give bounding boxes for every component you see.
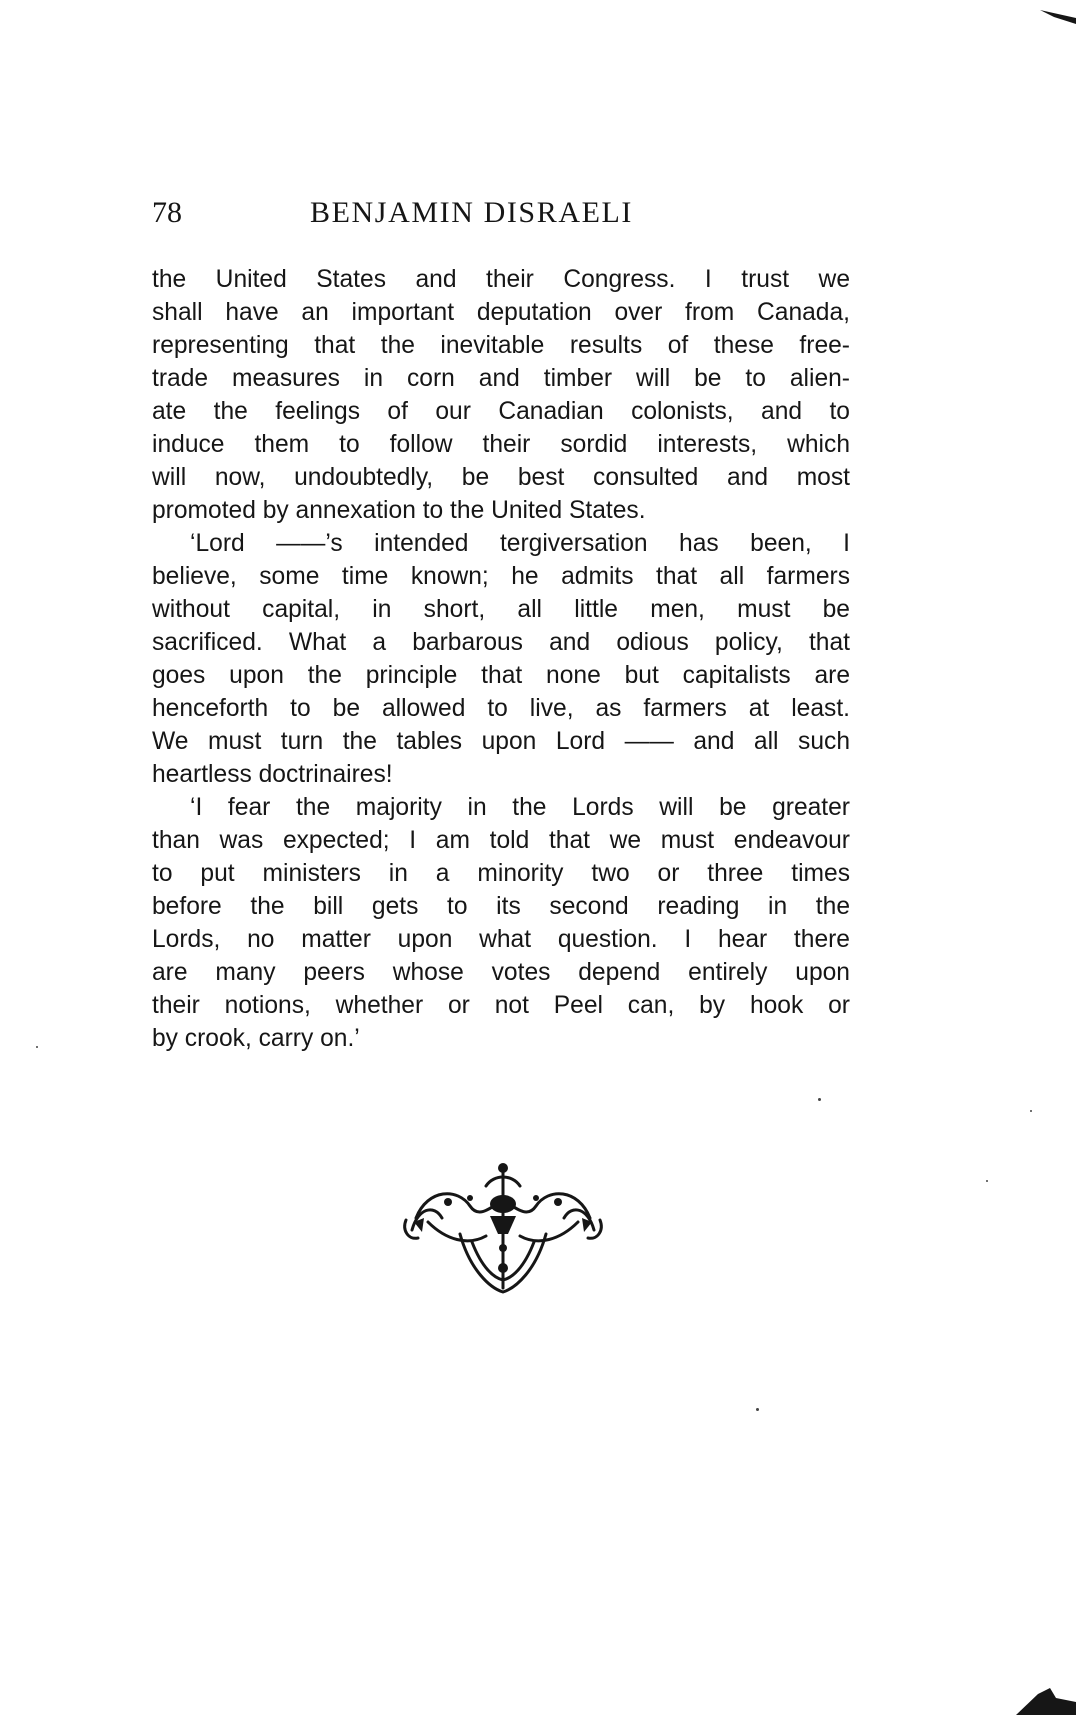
text-line: henceforth to be allowed to live, as farmers at least. bbox=[152, 695, 850, 722]
page-number: 78 bbox=[152, 196, 182, 229]
text-line: to put ministers in a minority two or three times bbox=[152, 860, 850, 887]
print-speck bbox=[756, 1408, 759, 1411]
text-line: shall have an important deputation over from Canada, bbox=[152, 299, 850, 326]
text-line: are many peers whose votes depend entirely upon bbox=[152, 959, 850, 986]
text-line: ‘I fear the majority in the Lords will be greater bbox=[190, 794, 850, 821]
print-speck bbox=[818, 1098, 821, 1101]
text-line: without capital, in short, all little men, must be bbox=[152, 596, 850, 623]
print-speck bbox=[986, 1180, 988, 1182]
text-line: the United States and their Congress. I trust we bbox=[152, 266, 850, 293]
page-header bbox=[152, 196, 852, 240]
body-text bbox=[152, 263, 850, 1055]
text-line: by crook, carry on.’ bbox=[152, 1025, 360, 1052]
text-line: heartless doctrinaires! bbox=[152, 761, 393, 788]
text-line: before the bill gets to its second reading in the bbox=[152, 893, 850, 920]
page-corner-mark-icon bbox=[1016, 1688, 1076, 1715]
print-speck bbox=[36, 1046, 38, 1048]
text-line: ‘Lord ——’s intended tergiversation has been, I bbox=[190, 530, 850, 557]
ornament-icon bbox=[398, 1160, 608, 1295]
text-line: sacrificed. What a barbarous and odious policy, that bbox=[152, 629, 850, 656]
text-line: their notions, whether or not Peel can, by hook or bbox=[152, 992, 850, 1019]
text-line: believe, some time known; he admits that all farmers bbox=[152, 563, 850, 590]
text-line: trade measures in corn and timber will be to alien- bbox=[152, 365, 850, 392]
text-line: We must turn the tables upon Lord —— and all such bbox=[152, 728, 850, 755]
text-line: promoted by annexation to the United States. bbox=[152, 497, 646, 524]
text-line: ate the feelings of our Canadian colonists, and to bbox=[152, 398, 850, 425]
text-line: representing that the inevitable results of these free- bbox=[152, 332, 850, 359]
text-line: Lords, no matter upon what question. I hear there bbox=[152, 926, 850, 953]
running-title: BENJAMIN DISRAELI bbox=[310, 196, 634, 229]
text-line: induce them to follow their sordid interests, which bbox=[152, 431, 850, 458]
text-line: will now, undoubtedly, be best consulted and most bbox=[152, 464, 850, 491]
text-line: than was expected; I am told that we must endeavour bbox=[152, 827, 850, 854]
text-line: goes upon the principle that none but capitalists are bbox=[152, 662, 850, 689]
print-speck bbox=[1030, 1110, 1032, 1112]
page-corner-arrow-icon bbox=[1040, 8, 1076, 26]
